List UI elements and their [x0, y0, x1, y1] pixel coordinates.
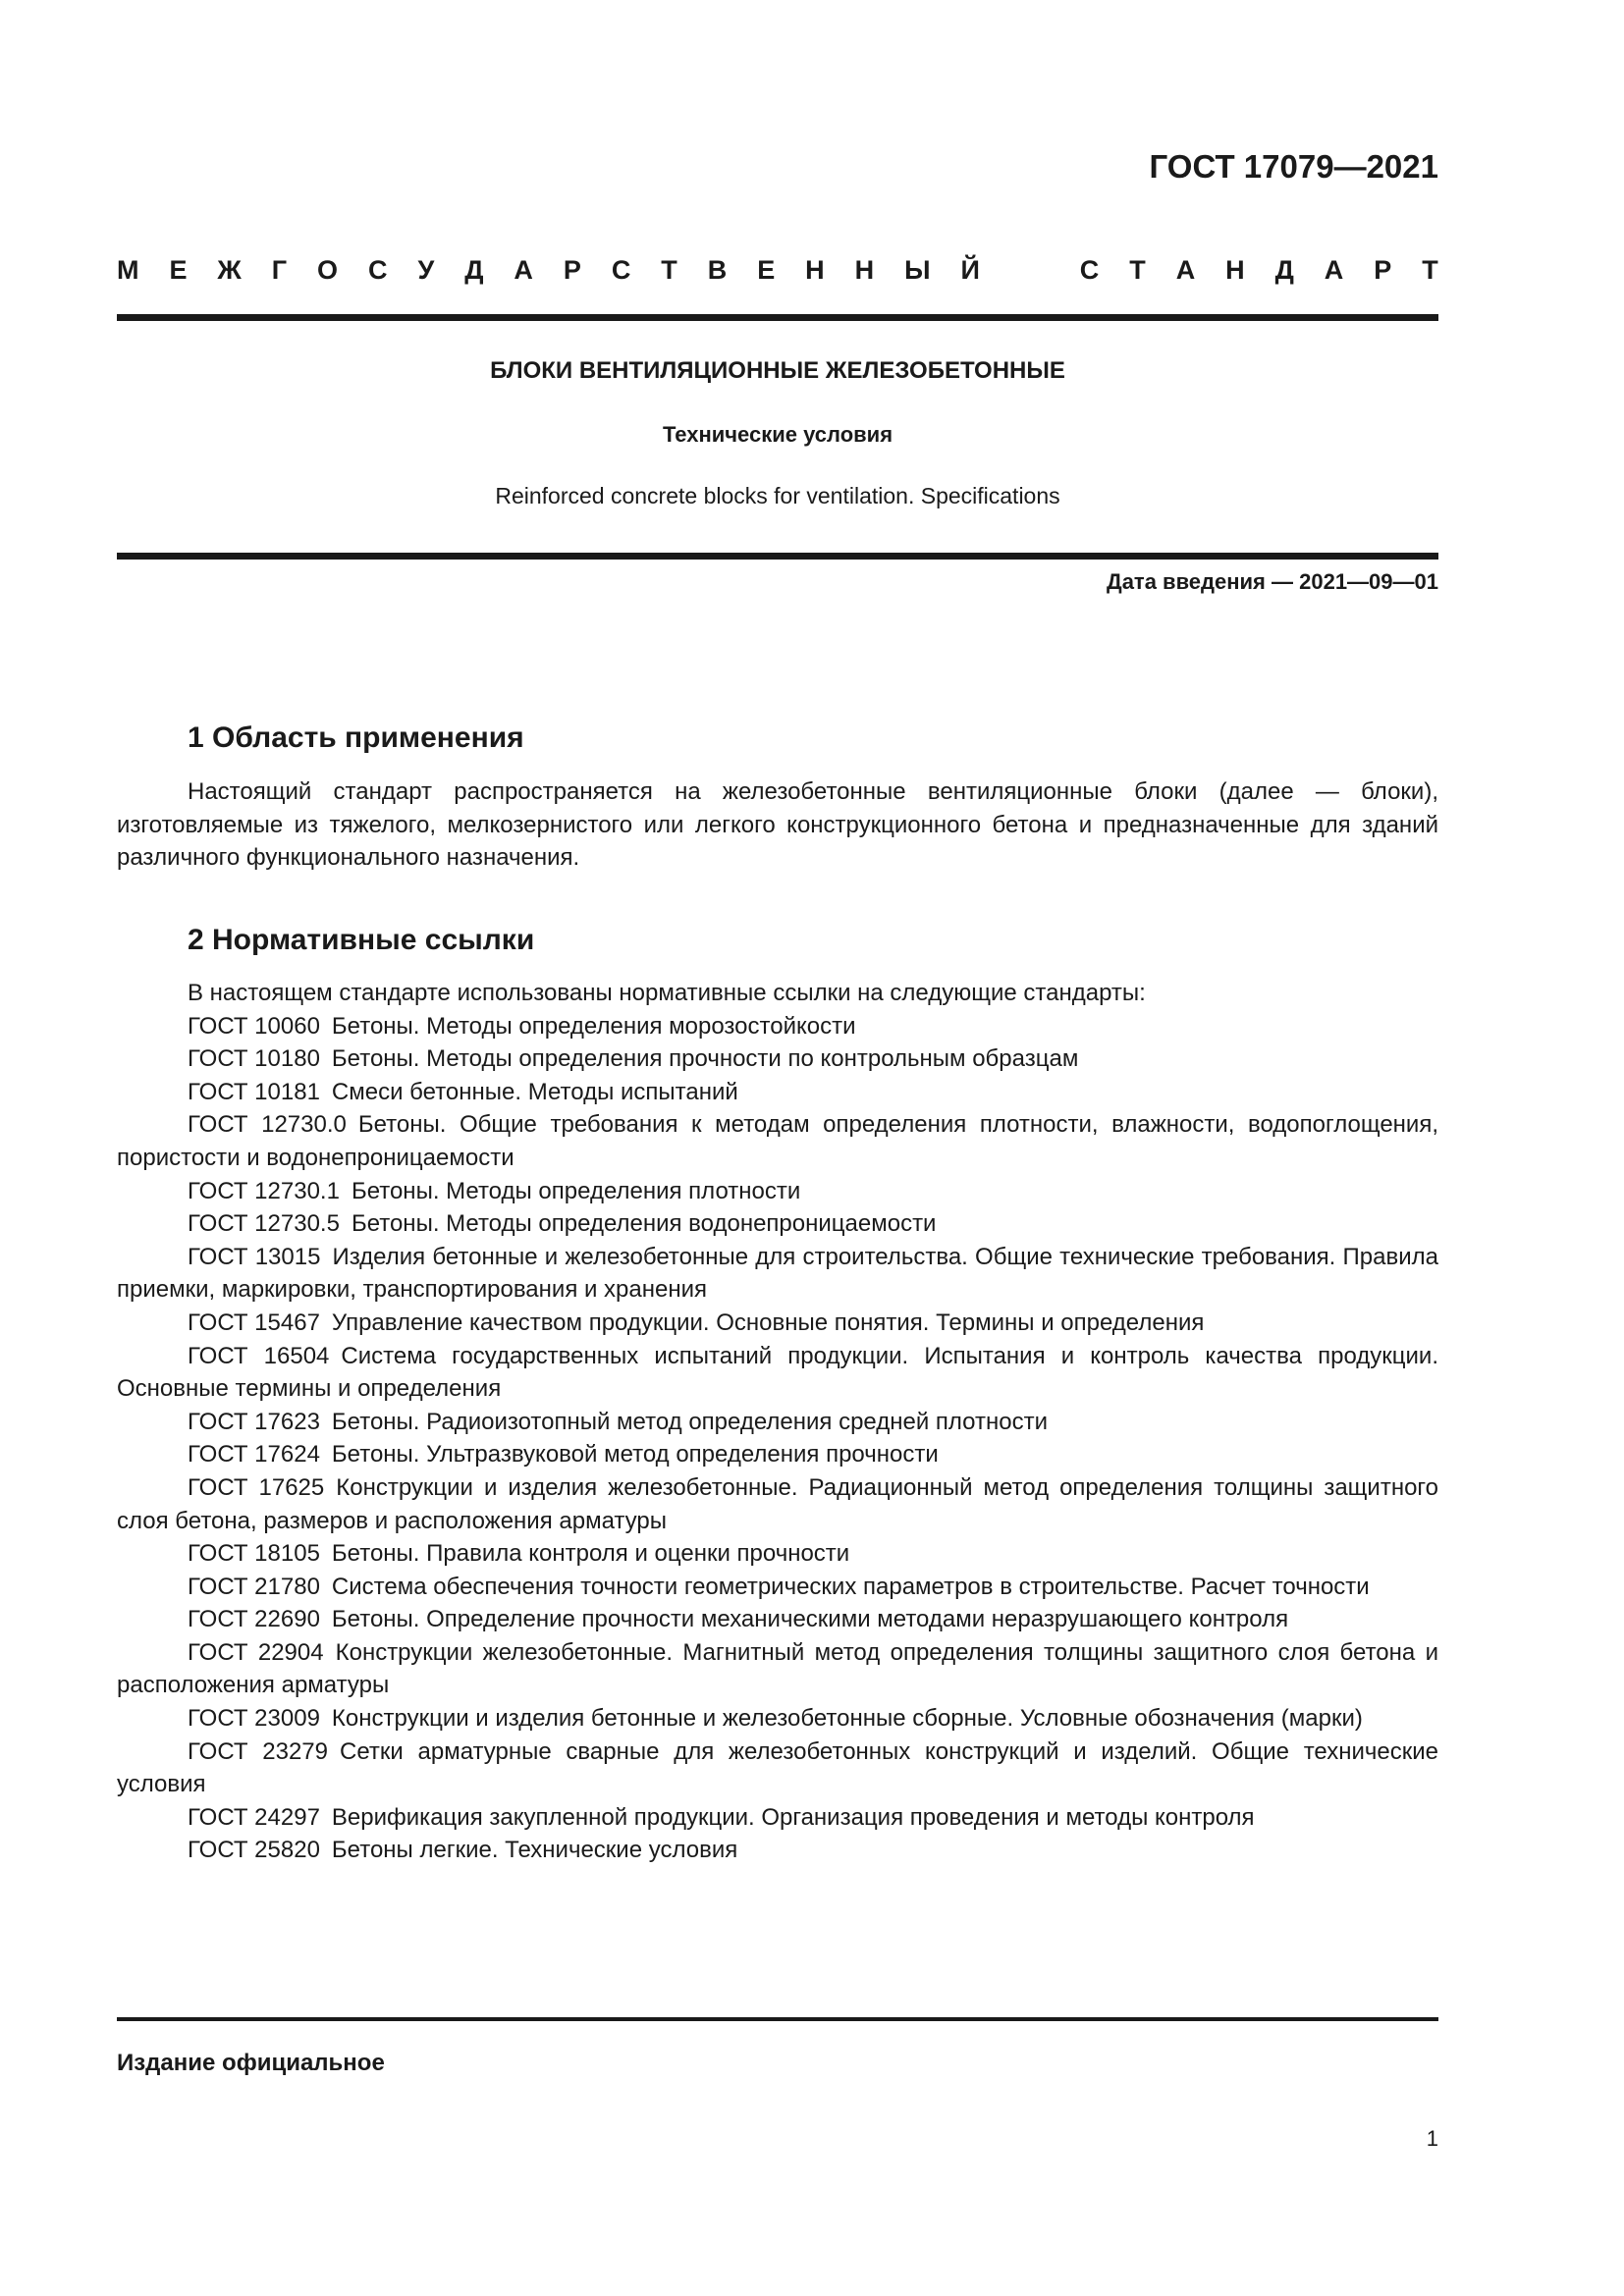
- reference-title: Бетоны. Правила контроля и оценки прочности: [331, 1540, 850, 1568]
- interstate-letter: А: [1175, 255, 1196, 285]
- reference-title: Бетоны. Методы определения морозостойкости: [331, 1012, 856, 1040]
- reference-item: [117, 1340, 1438, 1406]
- reference-code: ГОСТ 10180: [188, 1045, 320, 1073]
- reference-item: [117, 1207, 1438, 1241]
- interstate-letter: О: [317, 255, 339, 285]
- reference-title: Бетоны. Методы определения водонепроницаемости: [351, 1210, 937, 1238]
- interstate-letter: С: [611, 255, 631, 285]
- reference-item: [117, 1702, 1438, 1735]
- reference-title: Управление качеством продукции. Основные понятия. Термины и определения: [331, 1308, 1205, 1336]
- header-divider: [117, 314, 1438, 321]
- interstate-letter: С: [368, 255, 388, 285]
- reference-code: ГОСТ 10060: [188, 1012, 320, 1040]
- interstate-letter: Т: [1129, 255, 1146, 285]
- reference-title: Сетки арматурные сварные для железобетонных конструкций и изделий. Общие технические условия: [117, 1737, 1438, 1798]
- interstate-letter: Е: [757, 255, 776, 285]
- reference-code: ГОСТ 12730.1: [188, 1177, 340, 1204]
- reference-code: ГОСТ 17624: [188, 1441, 320, 1468]
- reference-code: ГОСТ 10181: [188, 1078, 320, 1105]
- section-references-body: [117, 977, 1438, 1867]
- reference-code: ГОСТ 17623: [188, 1408, 320, 1435]
- reference-item: [117, 1010, 1438, 1043]
- reference-item: [117, 1438, 1438, 1471]
- interstate-letter: Ж: [217, 255, 242, 285]
- introduction-date: Дата введения — 2021—09—01: [1107, 569, 1438, 594]
- reference-code: ГОСТ 21780: [188, 1573, 320, 1600]
- reference-item: [117, 1076, 1438, 1109]
- reference-code: ГОСТ 12730.5: [188, 1210, 340, 1238]
- reference-title: Бетоны. Методы определения плотности: [351, 1177, 801, 1204]
- reference-title: Верификация закупленной продукции. Организация проведения и методы контроля: [331, 1803, 1255, 1831]
- reference-title: Конструкции железобетонные. Магнитный метод определения толщины защитного слоя бетона и расположения арматуры: [117, 1638, 1438, 1699]
- reference-item: [117, 1636, 1438, 1702]
- section-heading-references: 2 Нормативные ссылки: [188, 924, 535, 956]
- reference-item: [117, 1108, 1438, 1174]
- reference-item: [117, 1834, 1438, 1867]
- reference-code: ГОСТ 24297: [188, 1803, 320, 1831]
- official-edition-label: Издание официальное: [117, 2050, 385, 2076]
- reference-title: Конструкции и изделия бетонные и железобетонные сборные. Условные обозначения (марки): [331, 1705, 1363, 1733]
- reference-title: Бетоны легкие. Технические условия: [331, 1837, 738, 1864]
- reference-title: Бетоны. Радиоизотопный метод определения средней плотности: [331, 1408, 1048, 1435]
- reference-title: Конструкции и изделия железобетонные. Радиационный метод определения толщины защитного слоя бетона, размеров и расположения арматуры: [117, 1473, 1439, 1534]
- section-heading-scope: 1 Область применения: [188, 721, 524, 754]
- reference-title: Бетоны. Определение прочности механическими методами неразрушающего контроля: [331, 1606, 1289, 1633]
- reference-item: [117, 1175, 1438, 1208]
- interstate-letter: Й: [960, 255, 980, 285]
- reference-code: ГОСТ 25820: [188, 1837, 320, 1864]
- reference-title: Система обеспечения точности геометрических параметров в строительстве. Расчет точности: [331, 1573, 1370, 1600]
- reference-title: Система государственных испытаний продукции. Испытания и контроль качества продукции. Основные термины и определения: [117, 1342, 1438, 1403]
- reference-title: Изделия бетонные и железобетонные для строительства. Общие технические требования. Правила приемки, маркировки, транспортирования и хранения: [117, 1243, 1438, 1304]
- word-gap: [1010, 253, 1050, 287]
- section-scope-body: [117, 775, 1438, 875]
- interstate-letter: С: [1079, 255, 1100, 285]
- reference-item: [117, 1406, 1438, 1439]
- reference-item: [117, 1471, 1438, 1537]
- reference-code: ГОСТ 16504: [188, 1342, 330, 1369]
- reference-title: Смеси бетонные. Методы испытаний: [331, 1078, 738, 1105]
- reference-item: [117, 1603, 1438, 1636]
- reference-item: [117, 1537, 1438, 1571]
- interstate-letter: Н: [854, 255, 875, 285]
- paragraph: Настоящий стандарт распространяется на железобетонные вентиляционные блоки (далее — блоки), изготовляемые из тяжелого, мелкозернистого или легкого конструкционного бетона и предназначенные для зданий различного функционального назначения.: [117, 778, 1438, 872]
- reference-code: ГОСТ 23279: [188, 1737, 328, 1765]
- interstate-letter: В: [707, 255, 728, 285]
- interstate-letter: Г: [271, 255, 288, 285]
- interstate-letter: А: [514, 255, 533, 285]
- reference-code: ГОСТ 18105: [188, 1540, 320, 1568]
- document-title: БЛОКИ ВЕНТИЛЯЦИОННЫЕ ЖЕЛЕЗОБЕТОННЫЕ: [490, 357, 1065, 384]
- reference-item: [117, 1571, 1438, 1604]
- reference-code: ГОСТ 22904: [188, 1638, 324, 1666]
- interstate-letter: М: [117, 255, 139, 285]
- page-number: 1: [1426, 2126, 1438, 2151]
- interstate-letter: Т: [661, 255, 677, 285]
- footer-divider: [117, 2017, 1438, 2021]
- reference-title: Бетоны. Ультразвуковой метод определения прочности: [331, 1441, 939, 1468]
- reference-code: ГОСТ 17625: [188, 1473, 325, 1501]
- reference-item: [117, 1241, 1438, 1307]
- interstate-letter: Н: [805, 255, 825, 285]
- interstate-letter: У: [417, 255, 435, 285]
- document-number: ГОСТ 17079—2021: [1149, 148, 1438, 185]
- interstate-letter: Е: [169, 255, 188, 285]
- reference-code: ГОСТ 15467: [188, 1308, 320, 1336]
- reference-title: Бетоны. Общие требования к методам определения плотности, влажности, водопоглощения, пористости и водонепроницаемости: [117, 1111, 1438, 1171]
- reference-item: [117, 1042, 1438, 1076]
- reference-item: [117, 1801, 1438, 1835]
- reference-item: [117, 1735, 1438, 1801]
- interstate-letter: Р: [1374, 255, 1392, 285]
- reference-item: [117, 1307, 1438, 1340]
- interstate-letter: Н: [1225, 255, 1245, 285]
- interstate-letter: Д: [1274, 255, 1294, 285]
- interstate-letter: А: [1324, 255, 1344, 285]
- reference-code: ГОСТ 23009: [188, 1705, 320, 1733]
- reference-code: ГОСТ 12730.0: [188, 1111, 347, 1139]
- interstate-standard-label: [117, 253, 1438, 287]
- interstate-letter: Т: [1422, 255, 1438, 285]
- document-title-english: Reinforced concrete blocks for ventilation. Specifications: [495, 483, 1060, 508]
- reference-title: Бетоны. Методы определения прочности по контрольным образцам: [331, 1045, 1079, 1073]
- document-subtitle: Технические условия: [662, 422, 893, 447]
- interstate-letter: Р: [563, 255, 581, 285]
- interstate-letter: Д: [464, 255, 484, 285]
- document-page: [117, 0, 1438, 2296]
- title-divider: [117, 553, 1438, 560]
- interstate-letter: Ы: [904, 255, 931, 285]
- reference-code: ГОСТ 13015: [188, 1243, 321, 1270]
- reference-code: ГОСТ 22690: [188, 1606, 320, 1633]
- references-intro: В настоящем стандарте использованы нормативные ссылки на следующие стандарты:: [188, 980, 1146, 1006]
